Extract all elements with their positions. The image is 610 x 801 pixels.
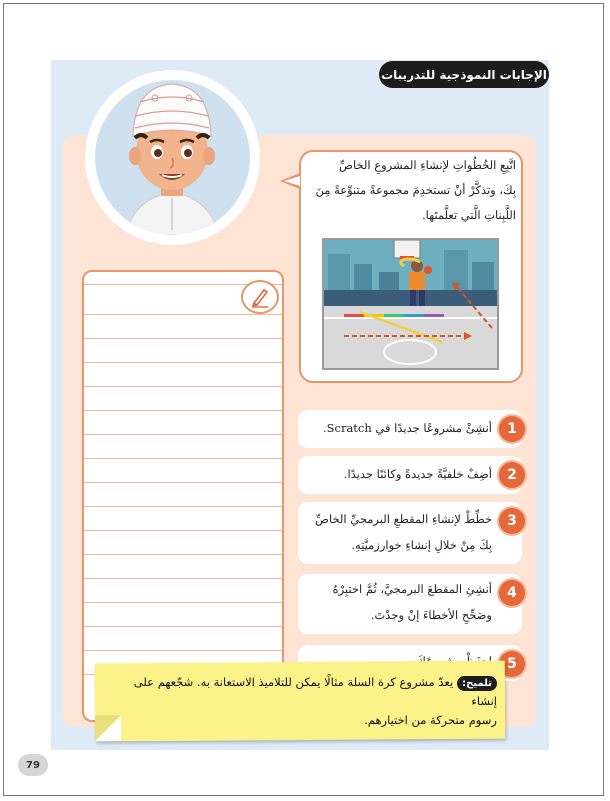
- step-1: [298, 410, 522, 448]
- page-number: 79: [18, 754, 48, 776]
- step-4: [298, 574, 522, 634]
- page-title: الإجابات النموذجية للتدريبات: [379, 61, 549, 88]
- student-avatar: [95, 80, 250, 235]
- note-line: [84, 458, 282, 459]
- note-line: [84, 338, 282, 339]
- tip-label: تلميح:: [457, 676, 497, 691]
- step-number: 2: [499, 462, 525, 488]
- note-line: [84, 386, 282, 387]
- instructions-line: اللَّبِناتِ الَّتي تعلَّمتَها.: [422, 208, 516, 222]
- note-line: [84, 362, 282, 363]
- step-text: وصَحِّحِ الأخطاءَ إنْ وجدْتَ.: [370, 608, 492, 622]
- lined-notes-box[interactable]: [82, 270, 284, 722]
- step-number: 1: [499, 416, 525, 442]
- step-text: خطِّطْ لإنشاءِ المقطعِ البرمجيِّ الخاصِّ: [315, 512, 492, 526]
- note-line: [84, 578, 282, 579]
- note-line: [84, 314, 282, 315]
- tip-line: رسوم متحركة من اختيارهم.: [364, 713, 497, 727]
- step-number: 4: [499, 580, 525, 606]
- instructions-text: [306, 153, 516, 228]
- step-3: [298, 502, 522, 564]
- basketball-scene-image: [322, 238, 499, 370]
- speech-tail-inner: [284, 176, 300, 186]
- note-line: [84, 602, 282, 603]
- note-line: [84, 482, 282, 483]
- pencil-icon: [241, 280, 279, 314]
- note-line: [84, 506, 282, 507]
- instructions-line: بِكَ، وتذكَّرْ أنْ تستخدِمَ مجموعةً متنوِّعةً مِنَ: [315, 183, 516, 197]
- note-line: [84, 530, 282, 531]
- note-line: [84, 554, 282, 555]
- note-line: [84, 626, 282, 627]
- note-line: [84, 410, 282, 411]
- step-text: أنشِئْ مشروعًا جديدًا في Scratch.: [322, 421, 492, 435]
- step-2: [298, 456, 522, 494]
- note-line: [84, 650, 282, 651]
- tip-line: يعدّ مشروع كرة السلة مثالًا يمكن للتلاميذ الاستعانة به. شجّعهم على إنشاء: [133, 675, 497, 708]
- step-text: بِكَ مِنْ خلالِ إنشاءِ خوارزميَّتِهِ.: [351, 538, 492, 552]
- step-text: أنشِئِ المقطعَ البرمجيَّ، ثُمَّ اختبِرْهُ: [332, 582, 492, 596]
- step-number: 5: [499, 651, 525, 677]
- step-text: أضِفْ خلفيَّةً جديدةً وكائنًا جديدًا.: [343, 467, 492, 481]
- step-number: 3: [499, 508, 525, 534]
- tip-text: [107, 673, 497, 730]
- instructions-line: اتَّبِعِ الخُطُواتِ لإنشاءِ المشروعِ الخاصِّ: [339, 158, 516, 172]
- note-line: [84, 434, 282, 435]
